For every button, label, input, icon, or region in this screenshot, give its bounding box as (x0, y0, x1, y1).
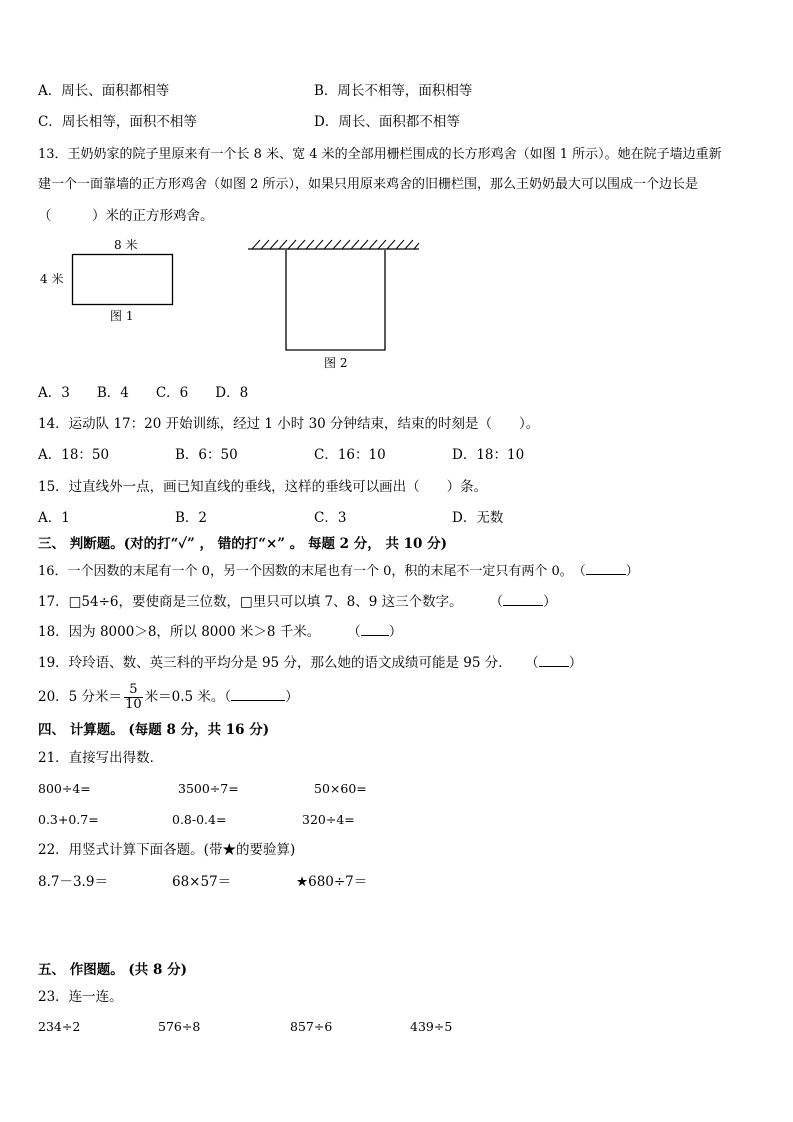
fig2-caption: 图 2 (324, 356, 348, 370)
q23-item: 857÷6 (290, 1019, 333, 1034)
q12-option-d: D．周长、面积都不相等 (314, 114, 460, 130)
q12-option-a: A．周长、面积都相等 (38, 83, 170, 99)
fig1-width-label: 4 米 (40, 272, 64, 286)
q20-statement: 20．5 分米＝ $\frac{5}{10}$ 米＝0.5 米。（ ） (38, 682, 299, 712)
section5-heading: 五、 作图题。 (共 8 分) (38, 962, 187, 978)
q23-stem: 23．连一连。 (38, 989, 123, 1005)
q15-stem: 15．过直线外一点，画已知直线的垂线，这样的垂线可以画出（ ）条。 (38, 479, 488, 495)
q19-statement: 19．玲玲语、数、英三科的平均分是 95 分，那么她的语文成绩可能是 95 分． （ ） (38, 655, 583, 671)
q15-option-a: A．1 (38, 510, 70, 526)
q14-option-d: D．18：10 (452, 447, 525, 463)
q15-option-b: B．2 (175, 510, 208, 526)
q13-stem-line1: 13．王奶奶家的院子里原来有一个长 8 米、宽 4 米的全部用栅栏围成的长方形鸡舍（如图 1 所示）。她在院子墙边重新 (38, 147, 722, 162)
q22-stem: 22．用竖式计算下面各题。(带★的要验算) (38, 842, 296, 858)
q21-item: 320÷4= (302, 812, 355, 827)
q13-stem-line2: 建一个一面靠墙的正方形鸡舍（如图 2 所示），如果只用原来鸡舍的旧栅栏围，那么王奶奶最大可以围成一个边长是 (38, 177, 699, 192)
q15-option-d: D．无数 (452, 510, 504, 526)
section4-heading: 四、 计算题。 (每题 8 分，共 16 分) (38, 722, 270, 738)
q13-options: A．3 B．4 C．6 D．8 (38, 385, 249, 401)
fig1-rectangle (72, 254, 174, 306)
q15-option-c: C．3 (314, 510, 347, 526)
q21-item: 0.3+0.7= (38, 812, 99, 827)
q21-stem: 21．直接写出得数． (38, 750, 164, 766)
section3-heading: 三、 判断题。(对的打“✓” ， 错的打“×” 。 每题 2 分， 共 10 分) (38, 536, 448, 552)
q23-item: 234÷2 (38, 1019, 81, 1034)
q12-option-b: B．周长不相等，面积相等 (314, 83, 473, 99)
q22-item: ★680÷7＝ (296, 874, 368, 890)
q13-stem-line3: （ ）米的正方形鸡舍。 (38, 208, 214, 224)
q21-item: 3500÷7= (178, 781, 239, 796)
q21-item: 800÷4= (38, 781, 91, 796)
q14-option-a: A．18：50 (38, 447, 110, 463)
q17-statement: 17．□54÷6，要使商是三位数，□里只可以填 7、8、9 这三个数字。 （ ） (38, 594, 557, 610)
fig1-caption: 图 1 (110, 309, 134, 323)
q16-statement: 16．一个因数的末尾有一个 0，另一个因数的末尾也有一个 0，积的末尾不一定只有两个 0。 （ ） (38, 564, 639, 579)
q22-item: 68×57＝ (172, 874, 232, 890)
q21-item: 50×60= (314, 781, 367, 796)
q12-option-c: C．周长相等，面积不相等 (38, 114, 197, 130)
q23-item: 439÷5 (410, 1019, 453, 1034)
q21-item: 0.8-0.4= (172, 812, 227, 827)
q22-item: 8.7－3.9＝ (38, 874, 108, 890)
fig1-length-label: 8 米 (114, 238, 138, 252)
q14-stem: 14．运动队 17：20 开始训练，经过 1 小时 30 分钟结束，结束的时刻是（ ）。 (38, 416, 540, 432)
q23-item: 576÷8 (158, 1019, 201, 1034)
fig2-wall-square (248, 238, 420, 354)
q20-fraction: $\frac{5}{10}$ (125, 682, 142, 712)
q18-statement: 18．因为 8000＞8，所以 8000 米＞8 千米。 （ ） (38, 624, 403, 640)
q14-option-c: C．16：10 (314, 447, 386, 463)
q14-option-b: B．6：50 (175, 447, 238, 463)
